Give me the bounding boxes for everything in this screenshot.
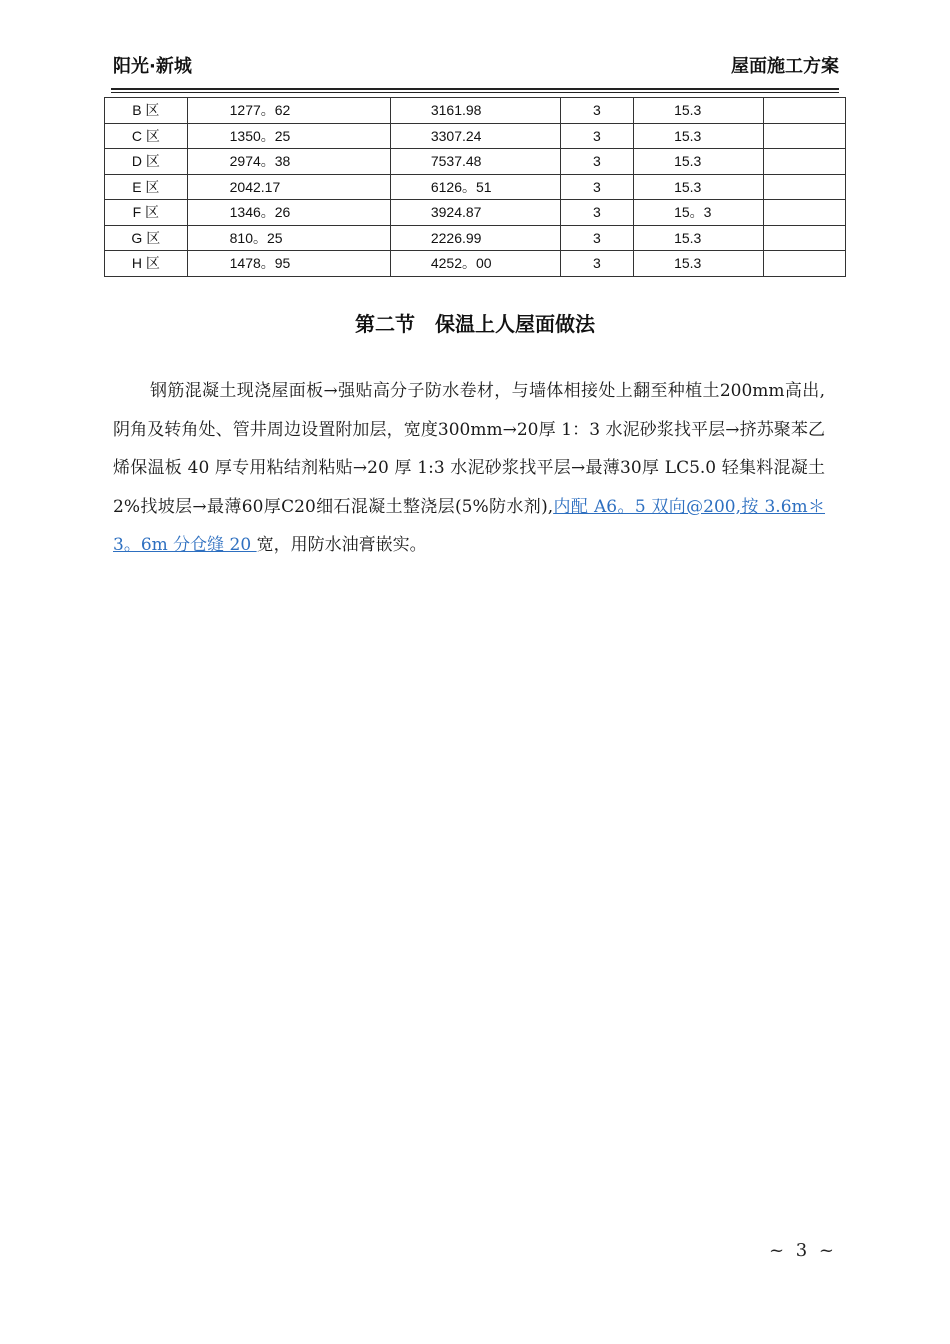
table-cell: 3	[560, 149, 633, 175]
construction-paragraph	[113, 372, 825, 565]
table-cell: 1350。25	[187, 123, 390, 149]
table-cell	[763, 174, 845, 200]
page-header	[113, 50, 837, 90]
table-cell: 15.3	[634, 225, 764, 251]
table-cell: 2042.17	[187, 174, 390, 200]
paragraph-tail-text: 宽，用防水油膏嵌实。	[256, 535, 427, 555]
project-name: 阳光·新城	[113, 56, 192, 77]
table-cell: 15.3	[634, 123, 764, 149]
table-cell: 15.3	[634, 174, 764, 200]
area-table	[104, 97, 846, 277]
table-cell: 4252。00	[390, 251, 560, 277]
table-cell: 3	[560, 123, 633, 149]
table-cell: G 区	[105, 225, 188, 251]
table-cell: 6126。51	[390, 174, 560, 200]
table-cell	[763, 200, 845, 226]
table-cell: 3	[560, 200, 633, 226]
table-cell: 1346。26	[187, 200, 390, 226]
table-row	[105, 225, 846, 251]
table-row	[105, 149, 846, 175]
table-cell: C 区	[105, 123, 188, 149]
table-cell: 3	[560, 225, 633, 251]
table-row	[105, 251, 846, 277]
table-cell: 3	[560, 174, 633, 200]
table-cell: 15.3	[634, 98, 764, 124]
table-cell: 3924.87	[390, 200, 560, 226]
table-cell: 2974。38	[187, 149, 390, 175]
area-table-body	[105, 98, 846, 277]
table-cell: 3161.98	[390, 98, 560, 124]
table-cell: 3	[560, 251, 633, 277]
table-cell: 1478。95	[187, 251, 390, 277]
table-cell: 810。25	[187, 225, 390, 251]
document-title: 屋面施工方案	[731, 56, 839, 77]
table-row	[105, 174, 846, 200]
paragraph-highlighted-text: 内配 A6。5 双向@200,按 3.6m＊3。6m 分仓缝 20	[113, 496, 825, 555]
table-cell: 1277。62	[187, 98, 390, 124]
table-cell: F 区	[105, 200, 188, 226]
table-row	[105, 123, 846, 149]
table-cell	[763, 149, 845, 175]
table-cell: 7537.48	[390, 149, 560, 175]
table-cell: B 区	[105, 98, 188, 124]
table-cell: D 区	[105, 149, 188, 175]
table-row	[105, 98, 846, 124]
table-cell	[763, 123, 845, 149]
page-number: ~ 3 ~	[768, 1240, 837, 1261]
section-title: 第二节 保温上人屋面做法	[355, 312, 595, 336]
table-cell: 3	[560, 98, 633, 124]
table-cell: 15.3	[634, 149, 764, 175]
table-cell: H 区	[105, 251, 188, 277]
table-cell: 2226.99	[390, 225, 560, 251]
table-cell	[763, 225, 845, 251]
header-divider	[111, 88, 839, 90]
table-cell: 15。3	[634, 200, 764, 226]
table-cell: 15.3	[634, 251, 764, 277]
table-cell	[763, 98, 845, 124]
header-divider-thin	[111, 92, 839, 93]
table-cell: E 区	[105, 174, 188, 200]
table-row	[105, 200, 846, 226]
paragraph-main-text: 钢筋混凝土现浇屋面板→强贴高分子防水卷材，与墙体相接处上翻至种植土200mm高出,阴角及转角处、管井周边设置附加层，宽度300mm→20厚 1：3 水泥砂浆找平层→挤苏聚苯乙烯保温板 40 厚专用粘结剂粘贴→20 厚 1:3 水泥砂浆找平层→最薄30厚 LC5.0 轻集料混凝土 2%找坡层→最薄60厚C20细石混凝土整浇层(5%防水剂),	[113, 381, 825, 517]
table-cell	[763, 251, 845, 277]
table-cell: 3307.24	[390, 123, 560, 149]
